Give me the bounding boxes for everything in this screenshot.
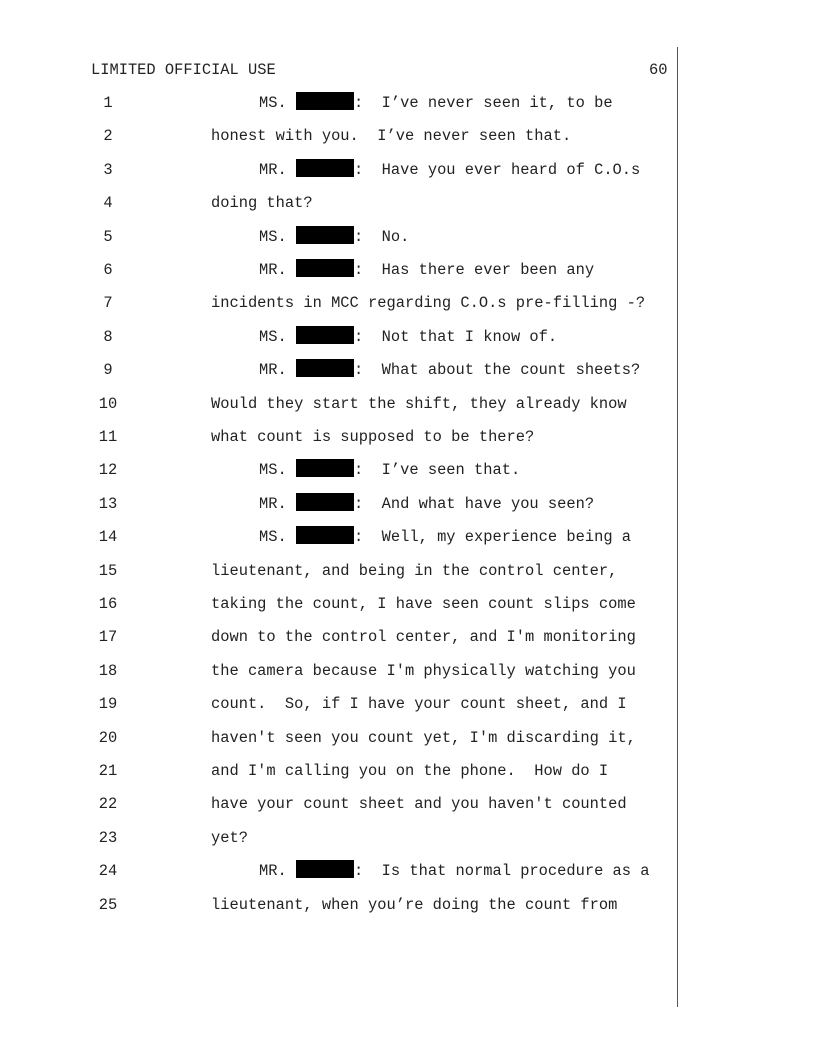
speaker-statement: : What about the count sheets? — [353, 361, 641, 379]
speaker-title: MS. — [259, 228, 296, 246]
redaction-box — [296, 526, 354, 544]
transcript-line — [0, 895, 680, 915]
speaker-line — [259, 494, 594, 514]
redaction-box — [296, 226, 354, 244]
speaker-line — [259, 93, 613, 113]
speaker-title: MS. — [259, 328, 296, 346]
speaker-statement: : Have you ever heard of C.O.s — [353, 161, 641, 179]
transcript-line — [0, 694, 680, 714]
line-number: 14 — [98, 528, 118, 546]
line-text: taking the count, I have seen count slips come — [211, 595, 636, 613]
transcript-line — [0, 427, 680, 447]
line-text: honest with you. I’ve never seen that. — [211, 127, 572, 145]
transcript-line — [0, 761, 680, 781]
line-number: 6 — [103, 261, 113, 279]
line-number: 9 — [103, 361, 113, 379]
speaker-title: MS. — [259, 528, 296, 546]
line-number: 23 — [98, 829, 118, 847]
transcript-line — [0, 260, 680, 280]
speaker-line — [259, 460, 520, 480]
line-text: Would they start the shift, they already know — [211, 395, 627, 413]
line-number: 18 — [98, 662, 118, 680]
speaker-title: MR. — [259, 261, 296, 279]
speaker-statement: : Is that normal procedure as a — [353, 862, 650, 880]
redaction-box — [296, 259, 354, 277]
line-number: 22 — [98, 795, 118, 813]
speaker-line — [259, 527, 631, 547]
line-text: and I'm calling you on the phone. How do I — [211, 762, 609, 780]
speaker-statement: : And what have you seen? — [353, 495, 595, 513]
line-number: 13 — [98, 495, 118, 513]
line-text: lieutenant, and being in the control center, — [211, 562, 618, 580]
speaker-statement: : I’ve never seen it, to be — [353, 94, 613, 112]
transcript-line — [0, 327, 680, 347]
transcript-line — [0, 828, 680, 848]
transcript-line — [0, 227, 680, 247]
line-number: 16 — [98, 595, 118, 613]
line-number: 5 — [103, 228, 113, 246]
line-number: 10 — [98, 395, 118, 413]
line-number: 15 — [98, 562, 118, 580]
transcript-line — [0, 794, 680, 814]
transcript-line — [0, 594, 680, 614]
speaker-title: MR. — [259, 495, 296, 513]
line-text: incidents in MCC regarding C.O.s pre-filling -? — [211, 294, 646, 312]
line-number: 12 — [98, 461, 118, 479]
line-number: 7 — [103, 294, 113, 312]
speaker-line — [259, 327, 557, 347]
speaker-line — [259, 160, 640, 180]
transcript-line — [0, 126, 680, 146]
line-text: lieutenant, when you’re doing the count from — [211, 896, 618, 914]
line-number: 3 — [103, 161, 113, 179]
line-number: 19 — [98, 695, 118, 713]
line-number: 1 — [103, 94, 113, 112]
transcript-line — [0, 360, 680, 380]
line-text: what count is supposed to be there? — [211, 428, 535, 446]
line-number: 17 — [98, 628, 118, 646]
line-number: 24 — [98, 862, 118, 880]
redaction-box — [296, 159, 354, 177]
speaker-title: MR. — [259, 161, 296, 179]
transcript-line — [0, 93, 680, 113]
line-number: 20 — [98, 729, 118, 747]
transcript-line — [0, 394, 680, 414]
speaker-title: MR. — [259, 862, 296, 880]
line-text: have your count sheet and you haven't counted — [211, 795, 627, 813]
speaker-line — [259, 260, 594, 280]
transcript-line — [0, 160, 680, 180]
speaker-statement: : Has there ever been any — [353, 261, 595, 279]
speaker-line — [259, 227, 409, 247]
line-number: 21 — [98, 762, 118, 780]
transcript-line — [0, 193, 680, 213]
transcript-line — [0, 494, 680, 514]
transcript-line — [0, 728, 680, 748]
speaker-line — [259, 360, 640, 380]
speaker-statement: : No. — [353, 228, 410, 246]
line-text: count. So, if I have your count sheet, and I — [211, 695, 627, 713]
speaker-title: MR. — [259, 361, 296, 379]
line-number: 4 — [103, 194, 113, 212]
line-text: down to the control center, and I'm monitoring — [211, 628, 636, 646]
line-text: the camera because I'm physically watching you — [211, 662, 636, 680]
page-number: 60 — [649, 61, 668, 79]
transcript-line — [0, 460, 680, 480]
speaker-title: MS. — [259, 94, 296, 112]
redaction-box — [296, 493, 354, 511]
transcript-line — [0, 627, 680, 647]
line-number: 25 — [98, 896, 118, 914]
redaction-box — [296, 359, 354, 377]
speaker-statement: : Not that I know of. — [353, 328, 558, 346]
transcript-line — [0, 561, 680, 581]
line-text: yet? — [211, 829, 248, 847]
redaction-box — [296, 459, 354, 477]
speaker-title: MS. — [259, 461, 296, 479]
line-number: 11 — [98, 428, 118, 446]
transcript-line — [0, 527, 680, 547]
line-text: haven't seen you count yet, I'm discarding it, — [211, 729, 636, 747]
redaction-box — [296, 326, 354, 344]
redaction-box — [296, 860, 354, 878]
line-text: doing that? — [211, 194, 313, 212]
speaker-statement: : I’ve seen that. — [353, 461, 521, 479]
transcript-line — [0, 293, 680, 313]
redaction-box — [296, 92, 354, 110]
line-number: 8 — [103, 328, 113, 346]
transcript-line — [0, 861, 680, 881]
line-number: 2 — [103, 127, 113, 145]
classification-header: LIMITED OFFICIAL USE — [91, 61, 276, 79]
speaker-statement: : Well, my experience being a — [353, 528, 632, 546]
speaker-line — [259, 861, 650, 881]
transcript-line — [0, 661, 680, 681]
